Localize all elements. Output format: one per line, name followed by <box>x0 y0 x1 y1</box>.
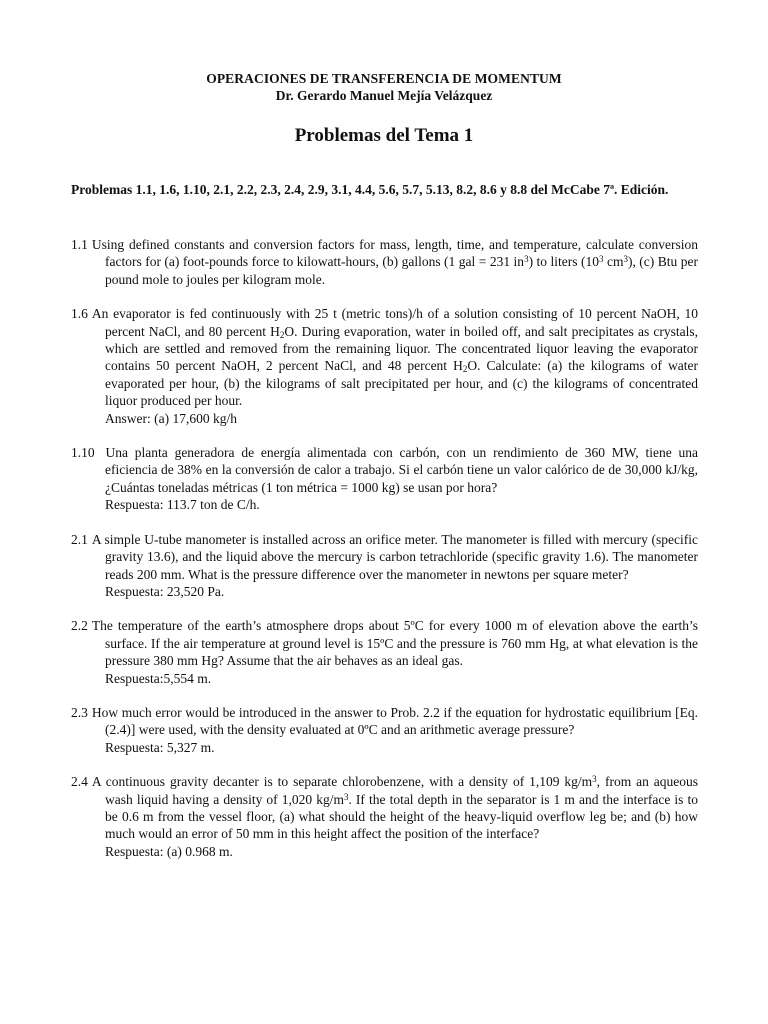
problem-text: Una planta generadora de energía alimentada con carbón, con un rendimiento de 360 MW, tiene una eficiencia de 38% en la conversión de calor a trabajo. Si el carbón tiene un valor calórico de de 30,000 kJ/kg, ¿Cuántas toneladas métricas (1 ton métrica = 1000 kg) se usan por hora? <box>105 445 698 495</box>
problem-number: 2.4 <box>71 774 88 790</box>
problem-number: 2.1 <box>71 531 88 547</box>
page-title: Problemas del Tema 1 <box>294 125 474 146</box>
problem-text: ) to liters (10 <box>528 254 599 270</box>
problem-statement <box>71 704 698 739</box>
problem-text: cm <box>603 254 624 270</box>
superscript: 3 <box>524 254 529 265</box>
problem-number: 1.10 <box>71 445 95 461</box>
problem-text: O. Calculate: (a) the kilograms of water evaporated per hour, (b) the kilograms of salt precipitated per hour, and (c) the kilograms of concentrated liquor produced per hour. <box>105 358 698 409</box>
problem-list <box>71 236 698 877</box>
problem-answer: Answer: (a) 17,600 kg/h <box>105 410 237 426</box>
problem-answer: Respuesta: (a) 0.968 m. <box>105 843 233 859</box>
problem-number: 2.2 <box>71 618 88 634</box>
problem-statement <box>71 773 698 843</box>
problem-item <box>71 305 698 427</box>
problem-answer: Respuesta: 23,520 Pa. <box>105 583 225 599</box>
problem-item <box>71 617 698 687</box>
document-header <box>0 70 768 104</box>
superscript: 3 <box>598 254 604 265</box>
problem-statement <box>71 444 698 496</box>
problem-statement <box>71 305 698 409</box>
problem-answer: Respuesta: 5,327 m. <box>105 739 215 755</box>
problem-text: Using defined constants and conversion factors for mass, length, time, and temperature, calculate conversion factors for (a) foot-pounds force to kilowatt-hours, (b) gallons (1 gal = 231 in <box>91 237 698 270</box>
problem-text: ), (c) Btu per pound mole to joules per kilogram mole. <box>105 254 698 287</box>
course-title: OPERACIONES DE TRANSFERENCIA DE MOMENTUM <box>206 71 562 86</box>
problem-text: How much error would be introduced in the answer to Prob. 2.2 if the equation for hydrostatic equilibrium [Eq.(2.4)] were used, with the density evaluated at 0ºC and an arithmetic average pressure? <box>91 704 698 738</box>
problem-statement <box>71 617 698 669</box>
problem-number: 2.3 <box>71 704 88 720</box>
problem-text: O. During evaporation, water in boiled off, and salt precipitates as crystals, which are settled and removed from the remaining liquor. The concentrated liquor leaving the evaporator contains 50 percent NaOH, 2 percent NaCl, and 48 percent H <box>105 323 698 374</box>
superscript: 3 <box>343 791 349 802</box>
problem-answer: Respuesta: 113.7 ton de C/h. <box>105 497 260 513</box>
problem-statement <box>71 236 698 288</box>
subscript: 2 <box>462 364 468 375</box>
problem-item <box>71 531 698 601</box>
problem-text: A simple U-tube manometer is installed across an orifice meter. The manometer is filled with mercury (specific gravity 13.6), and the liquid above the mercury is carbon tetrachloride (specific gravity 1.6). The manometer reads 200 mm. What is the pressure difference over the manometer in newtons per square meter? <box>91 531 698 582</box>
problem-answer: Respuesta:5,554 m. <box>105 670 212 686</box>
problem-item <box>71 444 698 514</box>
problem-list-intro: Problemas 1.1, 1.6, 1.10, 2.1, 2.2, 2.3, 2.4, 2.9, 3.1, 4.4, 5.6, 5.7, 5.13, 8.2, 8.6 y 8.8 del McCabe 7ª. Edición. <box>71 182 669 197</box>
problem-item <box>71 704 698 756</box>
author-name: Dr. Gerardo Manuel Mejía Velázquez <box>275 88 493 103</box>
superscript: 3 <box>623 254 628 265</box>
superscript: 3 <box>592 774 597 785</box>
problem-statement <box>71 531 698 583</box>
problem-text: . If the total depth in the separator is 1 m and the interface is to be 0.6 m from the vessel floor, (a) what should the height of the heavy-liquid overflow leg be; and (b) how much would an error of 50 mm in this height affect the position of the interface? <box>105 791 698 842</box>
problem-item <box>71 773 698 860</box>
problem-text: An evaporator is fed continuously with 25 t (metric tons)/h of a solution consisting of 10 percent NaOH, 10 percent NaCl, and 80 percent H <box>91 306 698 339</box>
problem-item <box>71 236 698 288</box>
problem-text: , from an aqueous wash liquid having a density of 1,020 kg/m <box>105 774 698 807</box>
problem-number: 1.1 <box>71 237 88 252</box>
problem-text: The temperature of the earth’s atmosphere drops about 5ºC for every 1000 m of elevation above the earth’s surface. If the air temperature at ground level is 15ºC and the pressure is 760 mm Hg, at what elevation is the pressure 380 mm Hg? Assume that the air behaves as an ideal gas. <box>91 618 698 669</box>
subscript: 2 <box>279 329 285 340</box>
problem-number: 1.6 <box>71 306 88 322</box>
problem-text: A continuous gravity decanter is to separate chlorobenzene, with a density of 1,109 kg/m <box>91 774 593 790</box>
